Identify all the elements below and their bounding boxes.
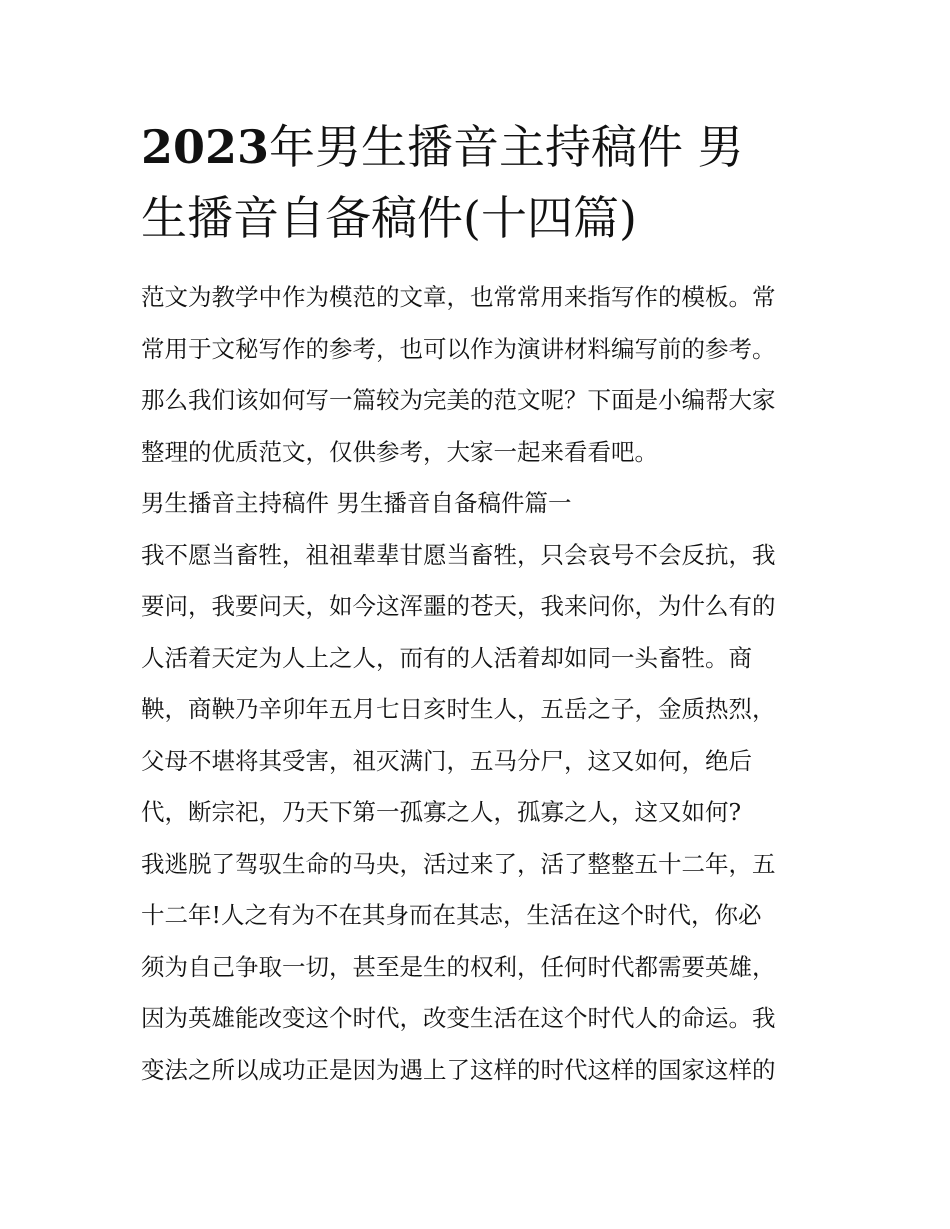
title-line-2: 生播音自备稿件(十四篇) bbox=[141, 191, 637, 245]
body-paragraph bbox=[141, 530, 813, 839]
text-line: 男生播音主持稿件 男生播音自备稿件篇一 bbox=[141, 489, 572, 517]
text-line: 常用于文秘写作的参考，也可以作为演讲材料编写前的参考。 bbox=[141, 334, 776, 363]
text-line: 人活着天定为人上之人，而有的人活着却如同一头畜牲。商 bbox=[141, 643, 752, 672]
text-line: 要问，我要问天，如今这浑噩的苍天，我来问你，为什么有的 bbox=[141, 592, 776, 620]
text-line: 父母不堪将其受害，祖灭满门，五马分尸，这又如何，绝后 bbox=[141, 746, 752, 775]
text-line: 我逃脱了驾驭生命的马央，活过来了，活了整整五十二年，五 bbox=[141, 849, 776, 878]
text-line: 那么我们该如何写一篇较为完美的范文呢？下面是小编帮大家 bbox=[141, 386, 776, 414]
text-line: 须为自己争取一切，甚至是生的权利，任何时代都需要英雄， bbox=[141, 952, 776, 981]
text-line: 鞅，商鞅乃辛卯年五月七日亥时生人，五岳之子，金质热烈， bbox=[141, 695, 776, 723]
document-page bbox=[141, 112, 813, 1096]
text-line: 我不愿当畜牲，祖祖辈辈甘愿当畜牲，只会哀号不会反抗，我 bbox=[141, 540, 776, 569]
title-year: 2023 bbox=[141, 120, 270, 174]
section-heading bbox=[141, 478, 813, 530]
text-line: 范文为教学中作为模范的文章，也常常用来指写作的模板。常 bbox=[141, 283, 776, 311]
document-title bbox=[141, 112, 813, 254]
document-body bbox=[141, 272, 813, 1096]
title-line-1 bbox=[141, 112, 813, 183]
text-line: 整理的优质范文，仅供参考，大家一起来看看吧。 bbox=[141, 437, 658, 466]
text-line: 代，断宗祀，乃天下第一孤寡之人，孤寡之人，这又如何? bbox=[141, 798, 742, 826]
body-paragraph bbox=[141, 839, 813, 1097]
text-line: 十二年!人之有为不在其身而在其志，生活在这个时代，你必 bbox=[141, 901, 762, 929]
text-line: 变法之所以成功正是因为遇上了这样的时代这样的国家这样的 bbox=[141, 1055, 776, 1084]
title-line-1-text: 年男生播音主持稿件 男 bbox=[269, 120, 744, 174]
text-line: 因为英雄能改变这个时代，改变生活在这个时代人的命运。我 bbox=[141, 1004, 776, 1032]
intro-paragraph bbox=[141, 272, 813, 478]
